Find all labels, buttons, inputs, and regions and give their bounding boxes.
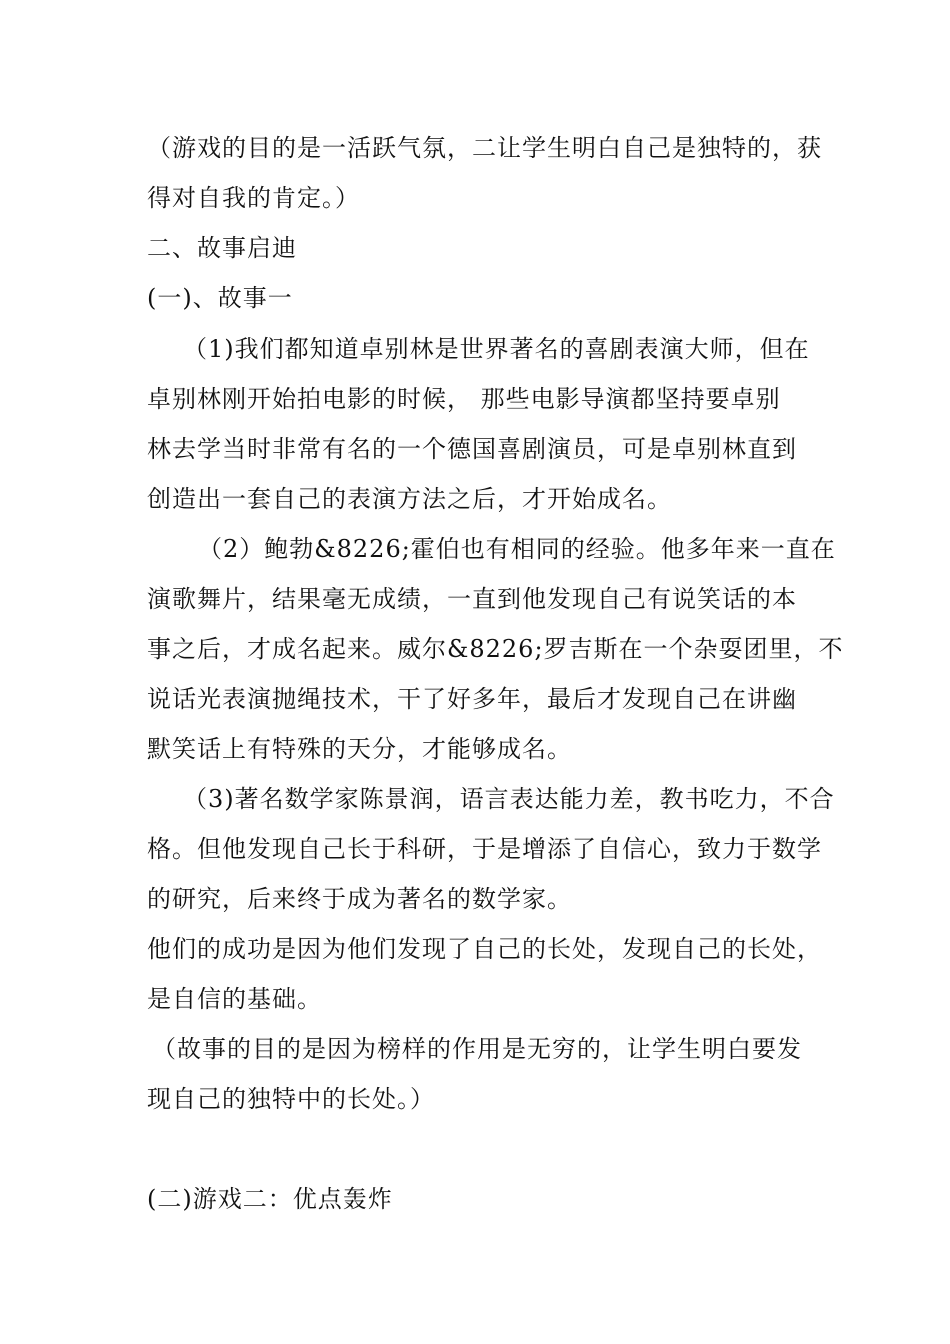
text-line-story-1-b: 卓别林刚开始拍电影的时候， 那些电影导演都坚持要卓别	[147, 385, 781, 413]
text-line-story-purpose-1: （故事的目的是因为榜样的作用是无穷的，让学生明白要发	[152, 1035, 802, 1063]
text-line-game-purpose-1: （游戏的目的是一活跃气氛，二让学生明白自己是独特的，获	[147, 134, 822, 162]
text-line-story-1-c: 林去学当时非常有名的一个德国喜剧演员，可是卓别林直到	[147, 435, 797, 463]
section-heading-story-inspiration: 二、故事启迪	[147, 234, 297, 262]
text-line-story-3-b: 格。但他发现自己长于科研，于是增添了自信心，致力于数学	[147, 835, 822, 863]
subsection-heading-game-two: (二)游戏二：优点轰炸	[147, 1185, 393, 1213]
text-line-conclusion-2: 是自信的基础。	[147, 985, 322, 1013]
text-line-story-purpose-2: 现自己的独特中的长处。）	[147, 1085, 435, 1113]
text-line-story-2-c: 事之后，才成名起来。威尔&8226;罗吉斯在一个杂耍团里，不	[147, 635, 844, 663]
text-line-story-1-d: 创造出一套自己的表演方法之后，才开始成名。	[147, 485, 672, 513]
text-line-story-3-c: 的研究，后来终于成为著名的数学家。	[147, 885, 572, 913]
text-line-conclusion-1: 他们的成功是因为他们发现了自己的长处，发现自己的长处，	[147, 935, 822, 963]
text-line-story-2-e: 默笑话上有特殊的天分，才能够成名。	[147, 735, 572, 763]
text-line-story-2-d: 说话光表演抛绳技术，干了好多年，最后才发现自己在讲幽	[147, 685, 797, 713]
text-line-story-2-b: 演歌舞片，结果毫无成绩，一直到他发现自己有说笑话的本	[147, 585, 797, 613]
text-line-story-1-a: （1)我们都知道卓别林是世界著名的喜剧表演大师，但在	[183, 335, 810, 363]
text-line-game-purpose-2: 得对自我的肯定。）	[147, 184, 360, 212]
subsection-heading-story-one: (一)、故事一	[147, 284, 293, 312]
text-line-story-2-a: （2）鲍勃&8226;霍伯也有相同的经验。他多年来一直在	[198, 535, 836, 563]
text-line-story-3-a: （3)著名数学家陈景润，语言表达能力差，教书吃力，不合	[183, 785, 835, 813]
